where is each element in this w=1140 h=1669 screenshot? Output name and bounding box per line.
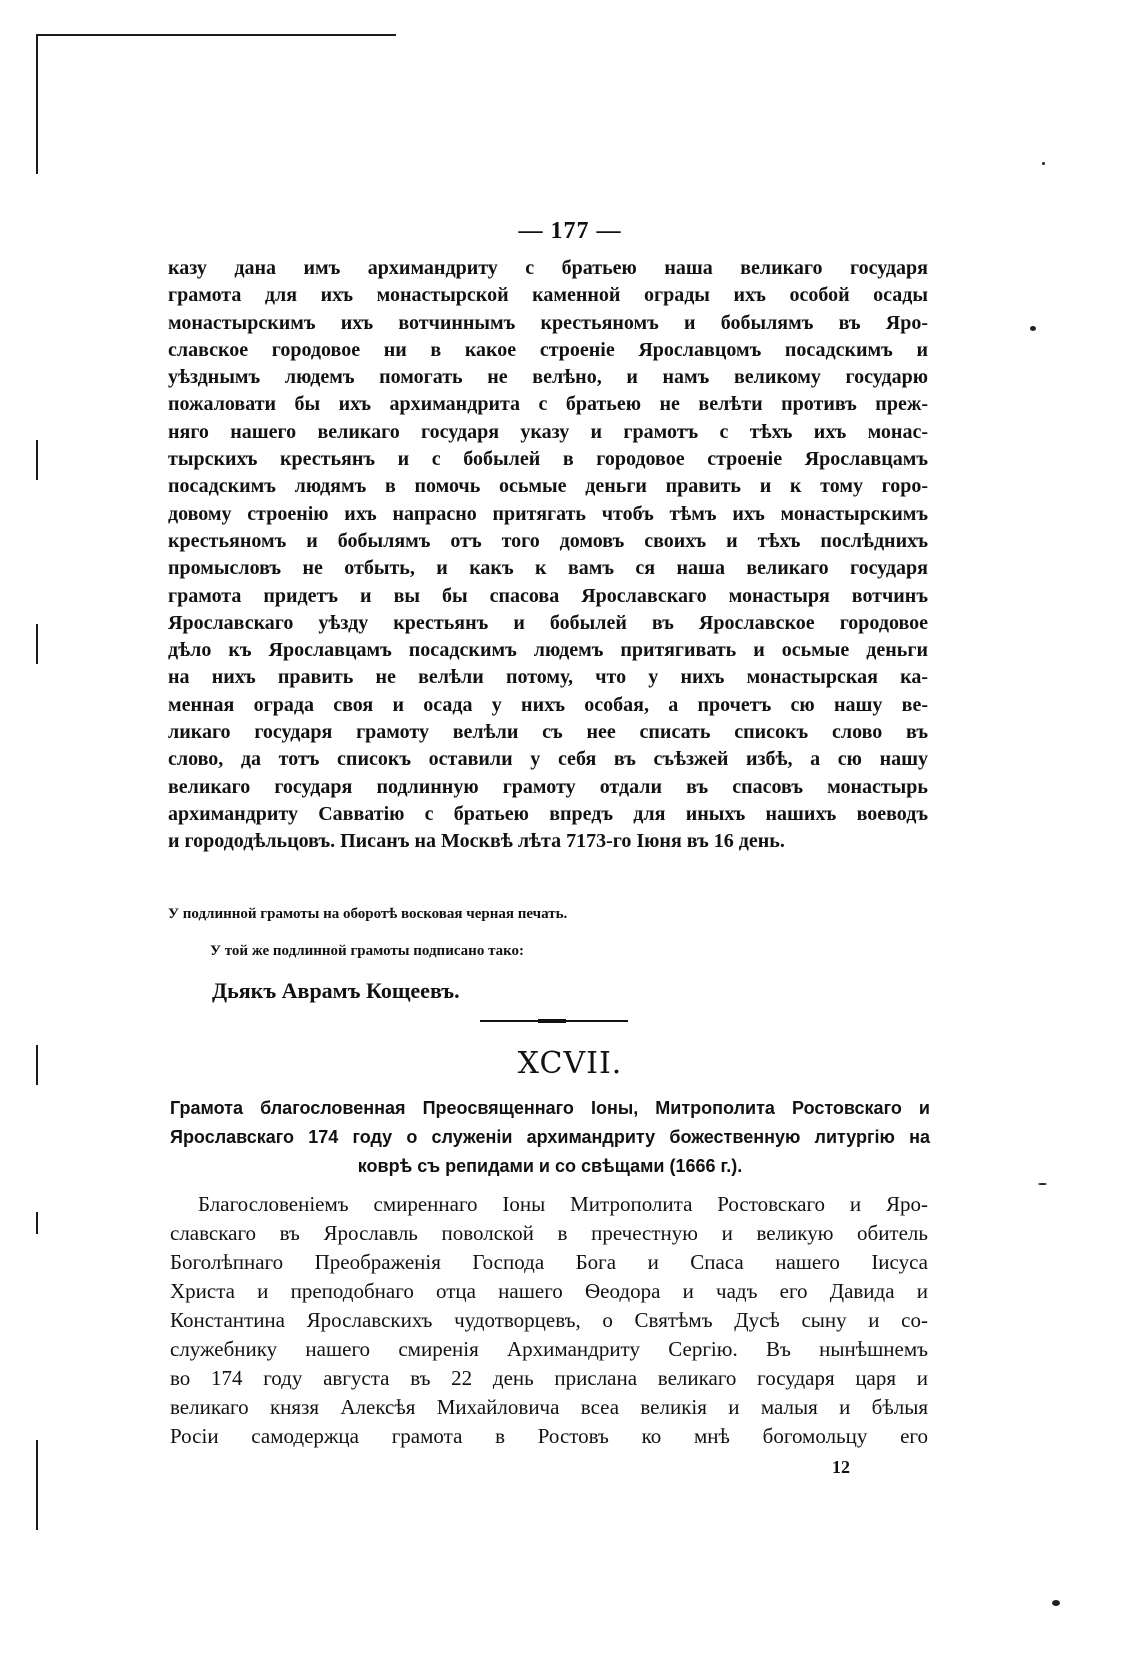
text-line: казу дана имъ архимандриту с братьею наша великаго государя [168,257,928,279]
scan-mark-left-4 [36,1212,38,1234]
text-line: посадскимъ людямъ в помочь осьмые деньги править и к тому горо- [168,475,928,498]
body-paragraph [168,255,928,856]
text-line: менная ограда своя и осада у нихъ особая, а прочетъ сю нашу ве- [168,693,928,716]
text-line: славское городовое ни в какое строеніе Ярославцомъ посадскимъ и [168,338,928,361]
scan-mark-left-2 [36,624,38,664]
scan-speck-4 [1038,1183,1047,1185]
text-line: и горододѣльцовъ. Писанъ на Москвѣ лѣта 7173-го Іюня въ 16 день. [168,830,785,853]
scan-mark-left-5 [36,1440,38,1530]
text-line: пожаловати бы ихъ архимандрита с братьею не велѣти противъ преж- [168,393,928,416]
text-line: славскаго въ Ярославль поволской в пречестную и великую обитель [170,1221,928,1245]
scan-border-top [36,34,396,36]
note-seal: У подлинной грамоты на оборотѣ восковая черная печать. [168,906,568,922]
text-line: Росіи самодержца грамота в Ростовъ ко мнѣ богомольцу его [170,1424,928,1448]
title-line: Ярославскаго 174 году о служеніи архимандриту божественную литургію на [170,1127,930,1147]
scan-speck-3 [1052,1600,1060,1606]
text-line: ликаго государя грамоту велѣли съ нее списать списокъ слово въ [168,721,928,744]
signature: Дьякъ Аврамъ Кощеевъ. [212,978,460,1003]
title-line: коврѣ съ репидами и со свѣщами (1666 г.). [357,1156,743,1176]
text-line: грамота для ихъ монастырской каменной ограды ихъ особой осады [168,284,928,307]
scan-mark-left-1 [36,440,38,480]
text-line: Боголѣпнаго Преображенія Господа Бога и Спаса нашего Іисуса [170,1250,928,1274]
second-paragraph [170,1190,928,1451]
text-line: Благословеніемъ смиреннаго Іоны Митрополита Ростовскаго и Яро- [198,1192,928,1216]
text-line: уѣзднымъ людемъ помогать не велѣно, и намъ великому государю [168,366,928,389]
text-line: тырскихъ крестьянъ и с бобылей в городовое строеніе Ярославцамъ [168,448,928,471]
scan-border-left [36,34,38,174]
text-line: няго нашего великаго государя указу и грамотъ с тѣхъ ихъ монас- [168,420,928,443]
scan-speck-1 [1030,326,1036,331]
text-line: Ярославскаго уѣзду крестьянъ и бобылей въ Ярославское городовое [168,611,928,634]
text-line: крестьяномъ и бобылямъ отъ того домовъ своихъ и тѣхъ послѣднихъ [168,529,928,552]
text-line: довому строенію ихъ напрасно притягать чтобъ тѣмъ ихъ монастырскимъ [168,502,928,525]
text-line: на нихъ править не велѣли потому, что у нихъ монастырская ка- [168,666,928,689]
document-title [170,1094,930,1181]
section-numeral: XCVII. [517,1046,623,1081]
printer-signature-mark: 12 [832,1457,850,1477]
text-line: великаго государя подлинную грамоту отдали въ спасовъ монастырь [168,775,928,798]
text-line: служебнику нашего смиренія Архимандриту Сергію. Въ нынѣшнемъ [170,1337,928,1361]
scan-speck-2 [1042,162,1045,165]
text-line: Христа и преподобнаго отца нашего Ѳеодора и чадъ его Давида и [170,1279,928,1303]
text-line: архимандриту Савватію с братьею впредъ для иныхъ нашихъ воеводъ [168,802,928,825]
section-divider [480,1020,628,1022]
title-line: Грамота благословенная Преосвященнаго Іоны, Митрополита Ростовскаго и [170,1098,930,1118]
text-line: великаго князя Алексѣя Михайловича всеа великія и малыя и бѣлыя [170,1395,928,1419]
page-number: — 177 — [518,218,622,244]
text-line: Константина Ярославскихъ чудотворцевъ, о Святѣмъ Дусѣ сыну и со- [170,1308,928,1332]
text-line: дѣло къ Ярославцамъ посадскимъ людемъ притягивать и осьмые деньги [168,639,928,662]
text-line: во 174 году августа въ 22 день прислана великаго государя царя и [170,1366,928,1390]
text-line: грамота придетъ и вы бы спасова Ярославскаго монастыря вотчинъ [168,584,928,607]
text-line: монастырскимъ ихъ вотчиннымъ крестьяномъ и бобылямъ въ Яро- [168,311,928,334]
note-signed: У той же подлинной грамоты подписано тако: [210,943,525,959]
text-line: промысловъ не отбыть, и какъ к вамъ ся наша великаго государя [168,557,928,580]
text-line: слово, да тотъ списокъ оставили у себя въ съѣзжей избѣ, а сю нашу [168,748,928,771]
